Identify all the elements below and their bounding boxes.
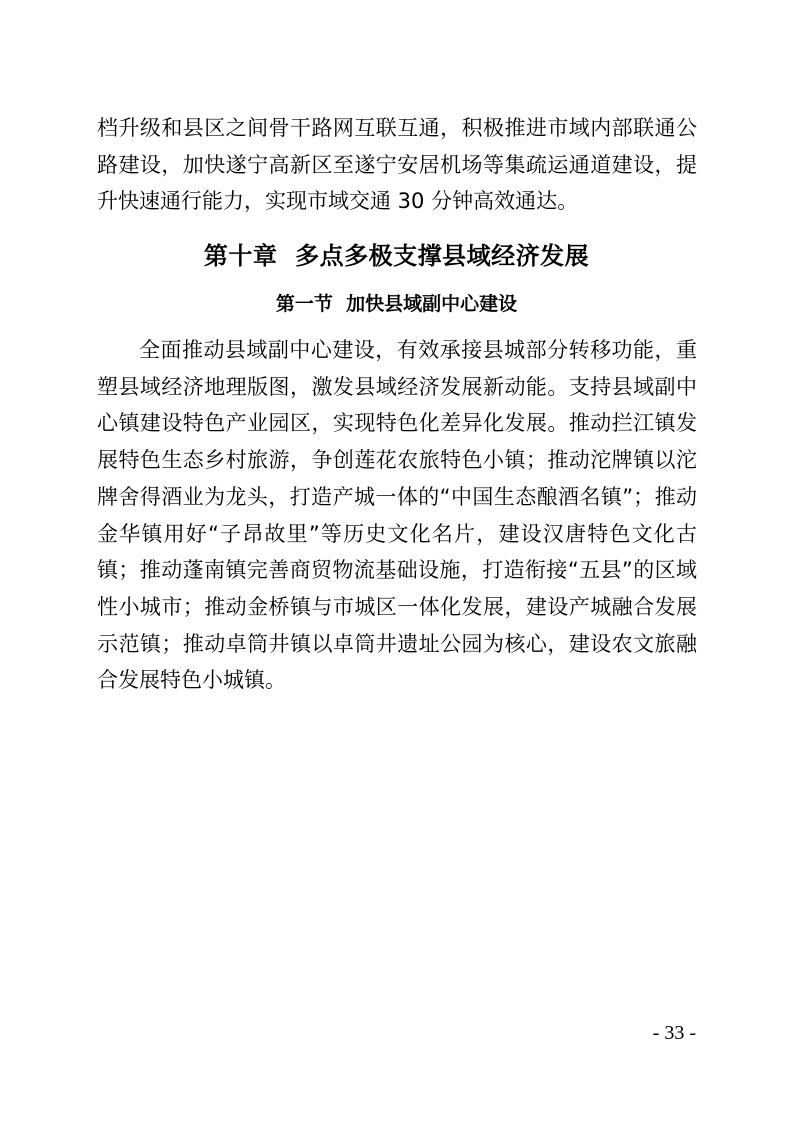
chapter-title: 第十章 多点多极支撑县域经济发展 [203,242,590,270]
section-title: 第一节 加快县域副中心建设 [275,293,518,315]
continuation-paragraph: 档升级和县区之间骨干路网互联互通，积极推进市域内部联通公路建设，加快遂宁高新区至遂宁安居机场等集疏运通道建设，提升快速通行能力，实现市域交通 30 分钟高效通达。 [97,116,697,214]
section-paragraph: 全面推动县域副中心建设，有效承接县城部分转移功能，重塑县域经济地理版图，激发县域经济发展新动能。支持县域副中心镇建设特色产业园区，实现特色化差异化发展。推动拦江镇发展特色生态乡村旅游，争创莲花农旅特色小镇；推动沱牌镇以沱牌舍得酒业为龙头，打造产城一体的“中国生态酿酒名镇”；推动金华镇用好“子昂故里”等历史文化名片，建设汉唐特色文化古镇；推动蓬南镇完善商贸物流基础设施，打造衔接“五县”的区域性小城市；推动金桥镇与市城区一体化发展，建设产城融合发展示范镇；推动卓筒井镇以卓筒井遗址公园为核心，建设农文旅融合发展特色小城镇。 [97,338,697,693]
page-number: - 33 - [652,1022,696,1044]
